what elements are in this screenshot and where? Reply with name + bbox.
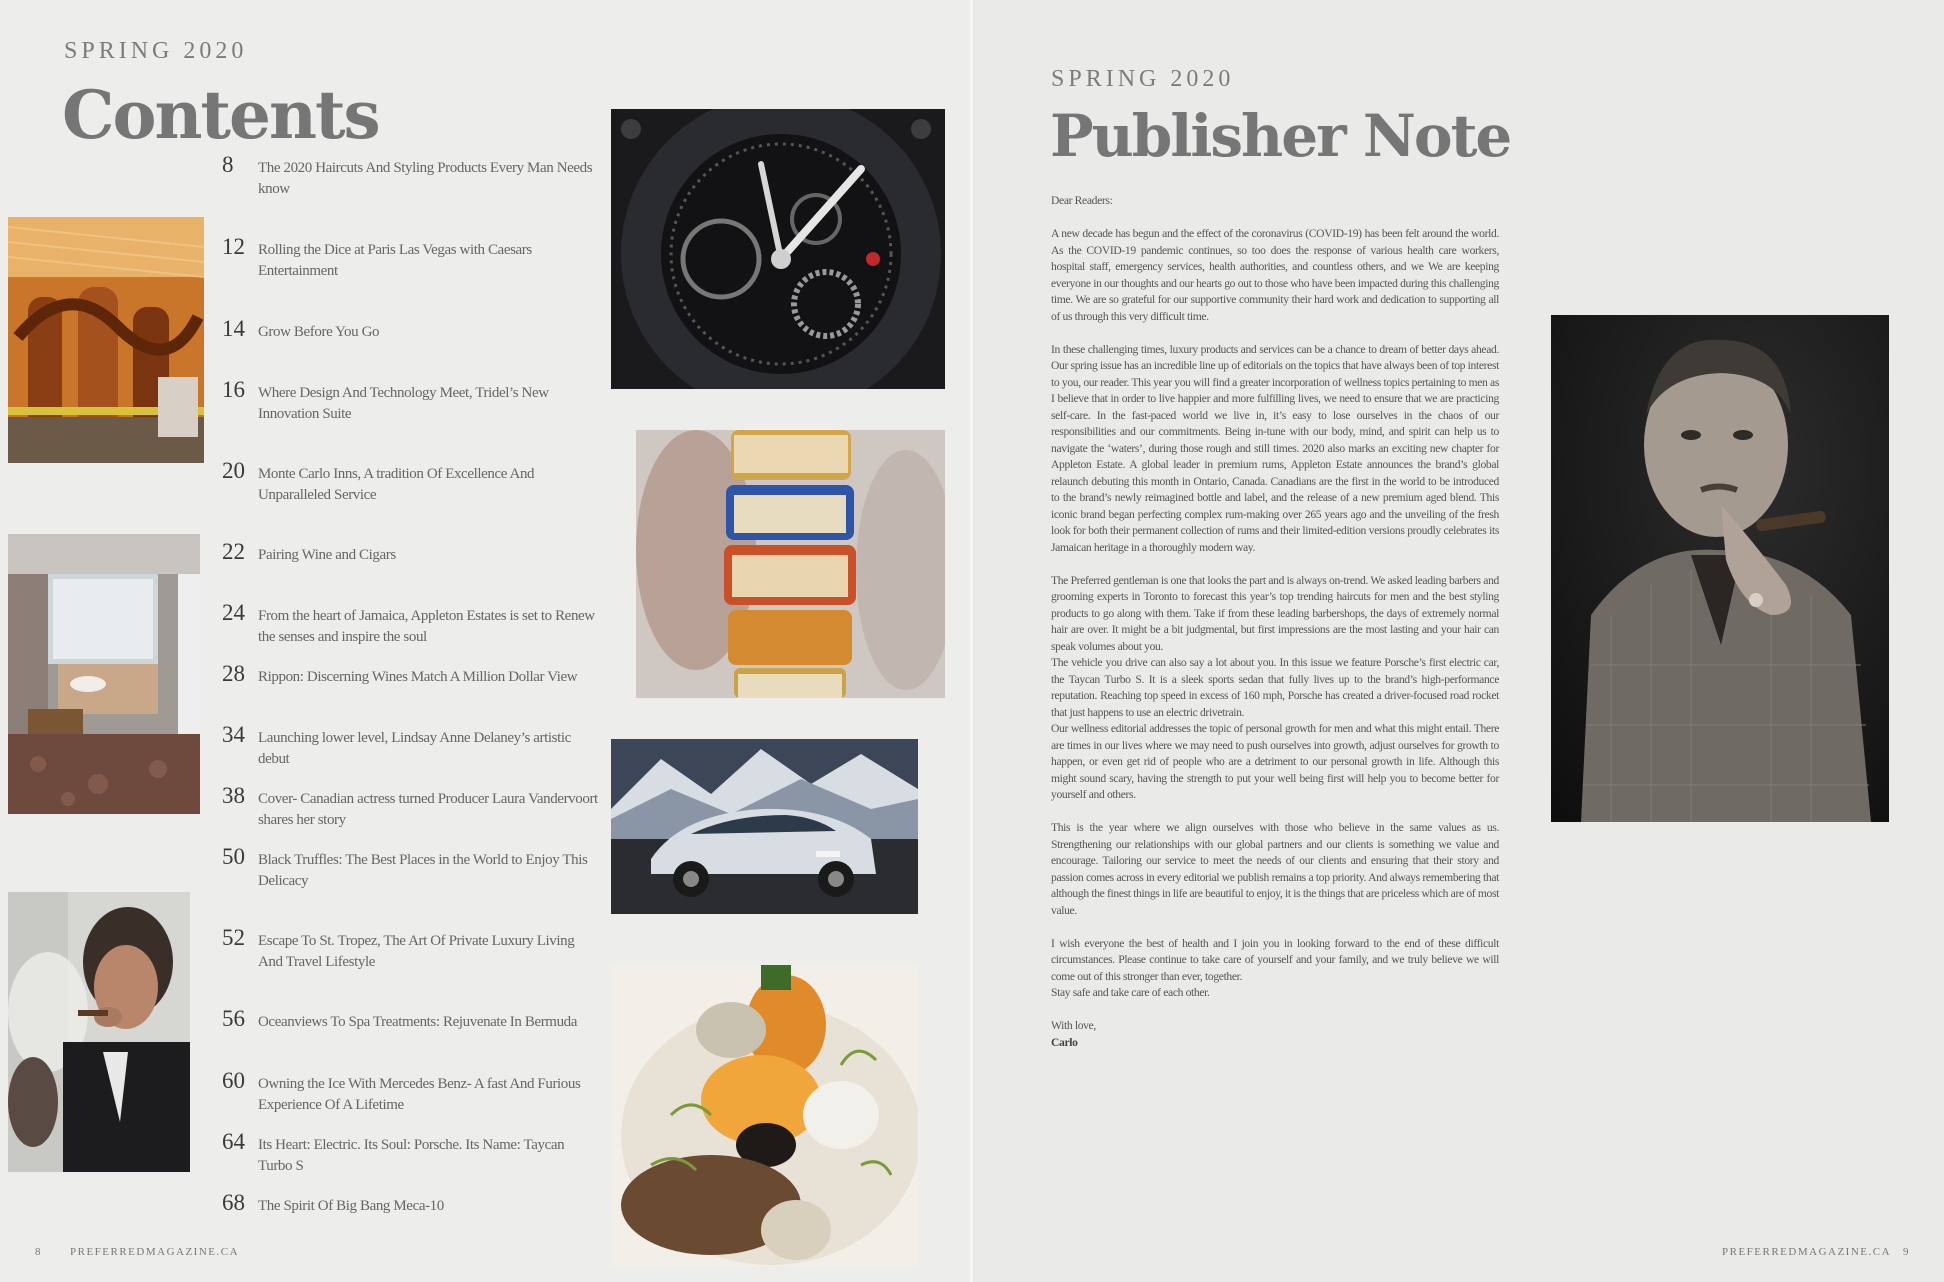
cigar-man-photo (8, 892, 190, 1172)
footer-site: PREFERREDMAGAZINE.CA (70, 1246, 240, 1258)
footer-site: PREFERREDMAGAZINE.CA (1722, 1246, 1892, 1258)
toc-page-number: 20 (222, 458, 245, 483)
toc-page-number: 8 (222, 152, 234, 177)
footer-page-number: 9 (1903, 1246, 1910, 1258)
toc-page-number: 24 (222, 600, 245, 625)
page-title: Publisher Note (1050, 102, 1511, 170)
contents-page (0, 0, 970, 1282)
toc-title: Escape To St. Tropez, The Art Of Private Luxury Living And Travel Lifestyle (258, 933, 575, 970)
issue-kicker: SPRING 2020 (1051, 66, 1235, 92)
distillery-photo (8, 217, 204, 463)
toc-page-number: 56 (222, 1006, 245, 1031)
hotel-suite-photo (8, 534, 200, 814)
salutation: Dear Readers: (1051, 194, 1113, 207)
publisher-note-page (973, 0, 1944, 1282)
porsche-taycan-photo (611, 739, 918, 914)
note-paragraph: A new decade has begun and the effect of the coronavirus (COVID-19) has been felt around the world. As the COVID-19 pandemic continues, so too does the response of various health care workers, hospital staff, emergency services, health authorities, and countless others, and we We are keeping everyone in our thoughts and our hearts go out to those who have been impacted during this challenging time. We are so grateful for our supportive community their hard work and dedication to supporting all of us through this very difficult time. (1051, 227, 1499, 323)
sign-off: With love, (1051, 1019, 1096, 1032)
issue-kicker: SPRING 2020 (64, 38, 248, 64)
toc-title: Black Truffles: The Best Places in the World to Enjoy This Delicacy (258, 852, 588, 889)
publisher-note-body (1051, 193, 1499, 1051)
toc-title: Grow Before You Go (258, 324, 380, 340)
toc-title: The Spirit Of Big Bang Meca-10 (258, 1198, 444, 1214)
toc-title: Rippon: Discerning Wines Match A Million Dollar View (258, 669, 578, 685)
footer-page-number: 8 (35, 1246, 42, 1258)
toc-page-number: 68 (222, 1190, 245, 1215)
toc-title: Its Heart: Electric. Its Soul: Porsche. Its Name: Taycan Turbo S (258, 1137, 565, 1174)
toc-page-number: 60 (222, 1068, 245, 1093)
note-paragraph: I wish everyone the best of health and I join you in looking forward to the end of these difficult circumstances. Please continue to take care of yourself and your family, and we truly believe we will come out of this stronger than ever, together. (1051, 936, 1499, 983)
note-paragraph: The vehicle you drive can also say a lot about you. In this issue we feature Porsche’s first electric car, the Taycan Turbo S. It is a sleek sports sedan that fully lives up to the brand’s high-performance reputation. Reaching top speed in excess of 160 mph, Porsche has created a driver-focused road rocket that just happens to use an electric drivetrain. (1051, 656, 1499, 719)
toc-title: Where Design And Technology Meet, Tridel’s New Innovation Suite (258, 385, 549, 422)
toc-page-number: 34 (222, 722, 245, 747)
watch-photo (611, 109, 945, 389)
toc-page-number: 12 (222, 234, 245, 259)
note-paragraph: The Preferred gentleman is one that looks the part and is always on-trend. We asked leading barbers and grooming experts in Toronto to forecast this year’s top trending haircuts for men and the best styling products to go along with them. Take if from these leading barbershops, the days of extremely normal hair are over. It might be a bit judgmental, but first impressions are the most lasting and your hair can speak volumes about you. (1051, 573, 1499, 653)
toc-page-number: 50 (222, 844, 245, 869)
toc-title: Rolling the Dice at Paris Las Vegas with Caesars Entertainment (258, 242, 532, 279)
signature: Carlo (1051, 1035, 1078, 1049)
note-paragraph: In these challenging times, luxury products and services can be a chance to dream of better days ahead. Our spring issue has an incredible line up of editorials on the topics that have always been of top interest to you, our reader. This year you will find a greater incorporation of wellness topics pertaining to men as I believe that in order to live happier and more fulfilling lives, we need to ensure that we are practicing self-care. In the fast-paced world we live in, it’s easy to lose ourselves in the chaos of our responsibilities and our commitments. Being in-tune with our body, mind, and spirit can help us to navigate the ‘waters’, during those rough and still times. 2020 also marks an exciting new chapter for Appleton Estate. A global leader in premium rums, Appleton Estate announces the brand’s global relaunch debuting this month in Ontario, Canada. Canadians are the first in the world to be introduced to the brand’s newly reimagined bottle and label, and the release of a new premium aged blend. This iconic brand began perfecting complex rum-making over 265 years ago and the unveiling of the fresh look for both their permanent collection of rums and their limited-edition versions proudly celebrates its Jamaican heritage in a thoroughly modern way. (1051, 342, 1499, 554)
toc-title: Launching lower level, Lindsay Anne Delaney’s artistic debut (258, 730, 571, 767)
toc-page-number: 28 (222, 661, 245, 686)
truffle-dish-photo (611, 965, 918, 1267)
toc-title: Pairing Wine and Cigars (258, 547, 396, 563)
toc-title: Monte Carlo Inns, A tradition Of Excellence And Unparalleled Service (258, 466, 535, 503)
toc-page-number: 22 (222, 539, 245, 564)
toc-page-number: 14 (222, 316, 245, 341)
toc-title: Oceanviews To Spa Treatments: Rejuvenate In Bermuda (258, 1014, 578, 1030)
note-paragraph: Stay safe and take care of each other. (1051, 986, 1210, 999)
pomade-jars-photo (636, 430, 945, 698)
toc-title: Cover- Canadian actress turned Producer Laura Vandervoort shares her story (258, 791, 598, 828)
toc-title: Owning the Ice With Mercedes Benz- A fast And Furious Experience Of A Lifetime (258, 1076, 581, 1113)
publisher-portrait-photo (1551, 315, 1889, 822)
toc-page-number: 38 (222, 783, 245, 808)
toc-page-number: 64 (222, 1129, 245, 1154)
toc-title: From the heart of Jamaica, Appleton Estates is set to Renew the senses and inspire the soul (258, 608, 595, 645)
toc-title: The 2020 Haircuts And Styling Products Every Man Needs know (258, 160, 593, 197)
note-paragraph: Our wellness editorial addresses the topic of personal growth for men and what this might entail. There are times in our lives where we may need to push ourselves into growth, adjust ourselves for growth to happen, or even get rid of people who are a detriment to our personal growth in life. Although this might sound scary, having the strength to put your well being first will help you to become better for yourself and others. (1051, 722, 1499, 801)
page-title: Contents (62, 76, 379, 154)
toc-page-number: 16 (222, 377, 245, 402)
toc-page-number: 52 (222, 925, 245, 950)
note-paragraph: This is the year where we align ourselves with those who believe in the same values as us. Strengthening our relationships with our global partners and our clients is something we value and encourage. Tailoring our service to meet the needs of our clients and ensuring that their story and passion comes across in every editorial we publish remains a top priority. And always remembering that although the finest things in life are beautiful to enjoy, it is the things that are priceless which are of most value. (1051, 821, 1499, 917)
